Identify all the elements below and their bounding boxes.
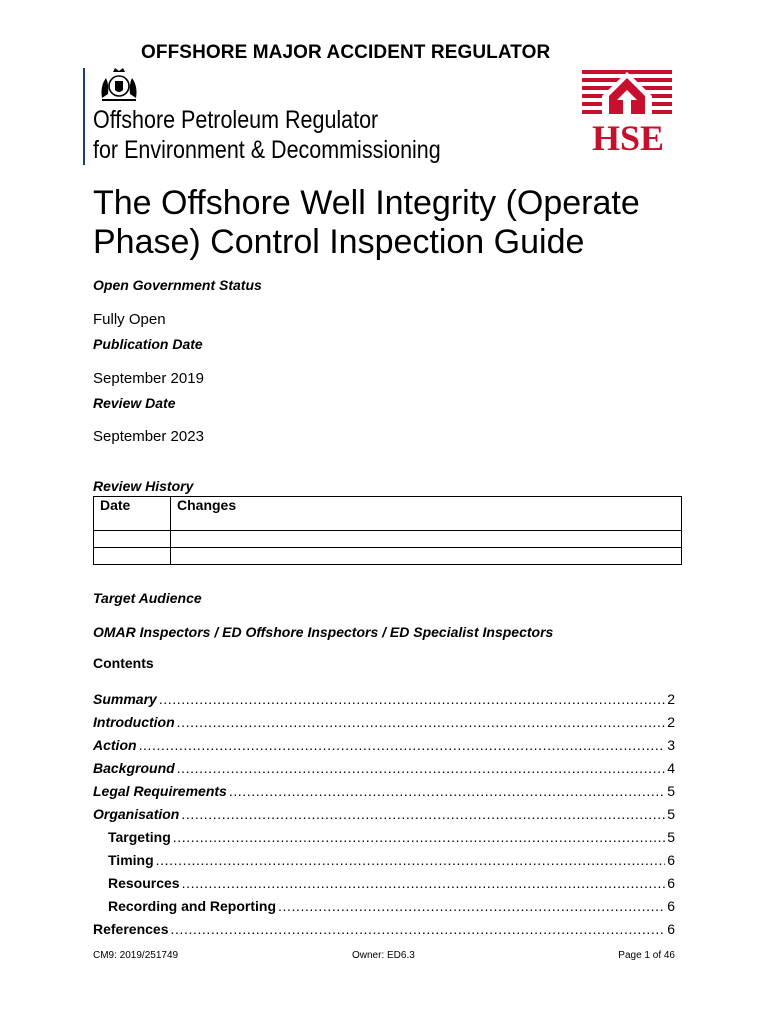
toc-item-references[interactable] [93,917,675,937]
footer-owner: Owner: ED6.3 [352,950,415,961]
target-audience-value: OMAR Inspectors / ED Offshore Inspectors / ED Specialist Inspectors [93,624,554,640]
toc-item-summary[interactable] [93,687,675,707]
toc-leader [278,898,665,914]
status-value: Fully Open [93,311,166,328]
toc-page-number: 3 [667,737,675,753]
toc-item-action[interactable] [93,733,675,753]
toc-item-title[interactable]: Organisation [93,806,180,822]
changes-column-header: Changes [171,497,682,531]
target-audience-label: Target Audience [93,590,202,606]
hse-logo-text: HSE [591,118,665,154]
review-history-label: Review History [93,478,194,494]
toc-page-number: 6 [667,852,675,868]
toc-page-number: 2 [667,691,675,707]
publication-date-label: Publication Date [93,336,203,352]
toc-item-targeting[interactable] [108,825,675,845]
toc-item-background[interactable] [93,756,675,776]
toc-item-title[interactable]: Background [93,760,175,776]
toc-item-title[interactable]: Legal Requirements [93,783,227,799]
toc-page-number: 6 [667,875,675,891]
toc-page-number: 5 [667,806,675,822]
regulator-heading: OFFSHORE MAJOR ACCIDENT REGULATOR [141,42,551,63]
royal-crest-icon [96,64,142,104]
table-row [94,531,682,548]
publication-date-value: September 2019 [93,370,204,387]
toc-leader [139,737,666,753]
hse-logo [582,66,674,154]
toc-leader [173,829,665,845]
toc-leader [171,921,666,937]
table-cell [171,531,682,548]
status-label: Open Government Status [93,277,262,293]
toc-item-title[interactable]: Targeting [108,829,171,845]
table-cell [94,548,171,565]
review-date-value: September 2023 [93,428,204,445]
toc-page-number: 4 [667,760,675,776]
toc-item-title[interactable]: Resources [108,875,180,891]
toc-item-title[interactable]: Action [93,737,137,753]
toc-item-introduction[interactable] [93,710,675,730]
toc-page-number: 6 [667,898,675,914]
toc-leader [159,691,665,707]
toc-item-resources[interactable] [108,871,675,891]
header-divider [83,68,85,165]
table-cell [171,548,682,565]
date-column-header: Date [94,497,171,531]
toc-item-recording-and-reporting[interactable] [108,894,675,914]
toc-leader [177,760,666,776]
toc-leader [177,714,666,730]
toc-item-title[interactable]: Summary [93,691,157,707]
toc-leader [156,852,666,868]
review-history-table [93,496,682,565]
opred-name-line1: Offshore Petroleum Regulator [93,106,379,134]
toc-leader [181,806,665,822]
document-title-line2: Phase) Control Inspection Guide [93,223,585,261]
footer-cm9-reference: CM9: 2019/251749 [93,950,179,961]
toc-item-title[interactable]: Timing [108,852,154,868]
toc-page-number: 2 [667,714,675,730]
toc-item-title[interactable]: Introduction [93,714,175,730]
table-header-row [94,497,682,531]
toc-page-number: 5 [667,783,675,799]
footer-page-number: Page 1 of 46 [618,950,675,961]
toc-item-title[interactable]: Recording and Reporting [108,898,276,914]
toc-page-number: 5 [667,829,675,845]
contents-heading: Contents [93,655,154,671]
table-cell [94,531,171,548]
toc-page-number: 6 [667,921,675,937]
document-title-line1: The Offshore Well Integrity (Operate [93,184,640,222]
table-row [94,548,682,565]
toc-item-timing[interactable] [108,848,675,868]
toc-leader [182,875,666,891]
opred-name-line2: for Environment & Decommissioning [93,136,441,164]
toc-item-organisation[interactable] [93,802,675,822]
toc-item-title[interactable]: References [93,921,169,937]
toc-leader [229,783,665,799]
review-date-label: Review Date [93,395,176,411]
toc-item-legal-requirements[interactable] [93,779,675,799]
